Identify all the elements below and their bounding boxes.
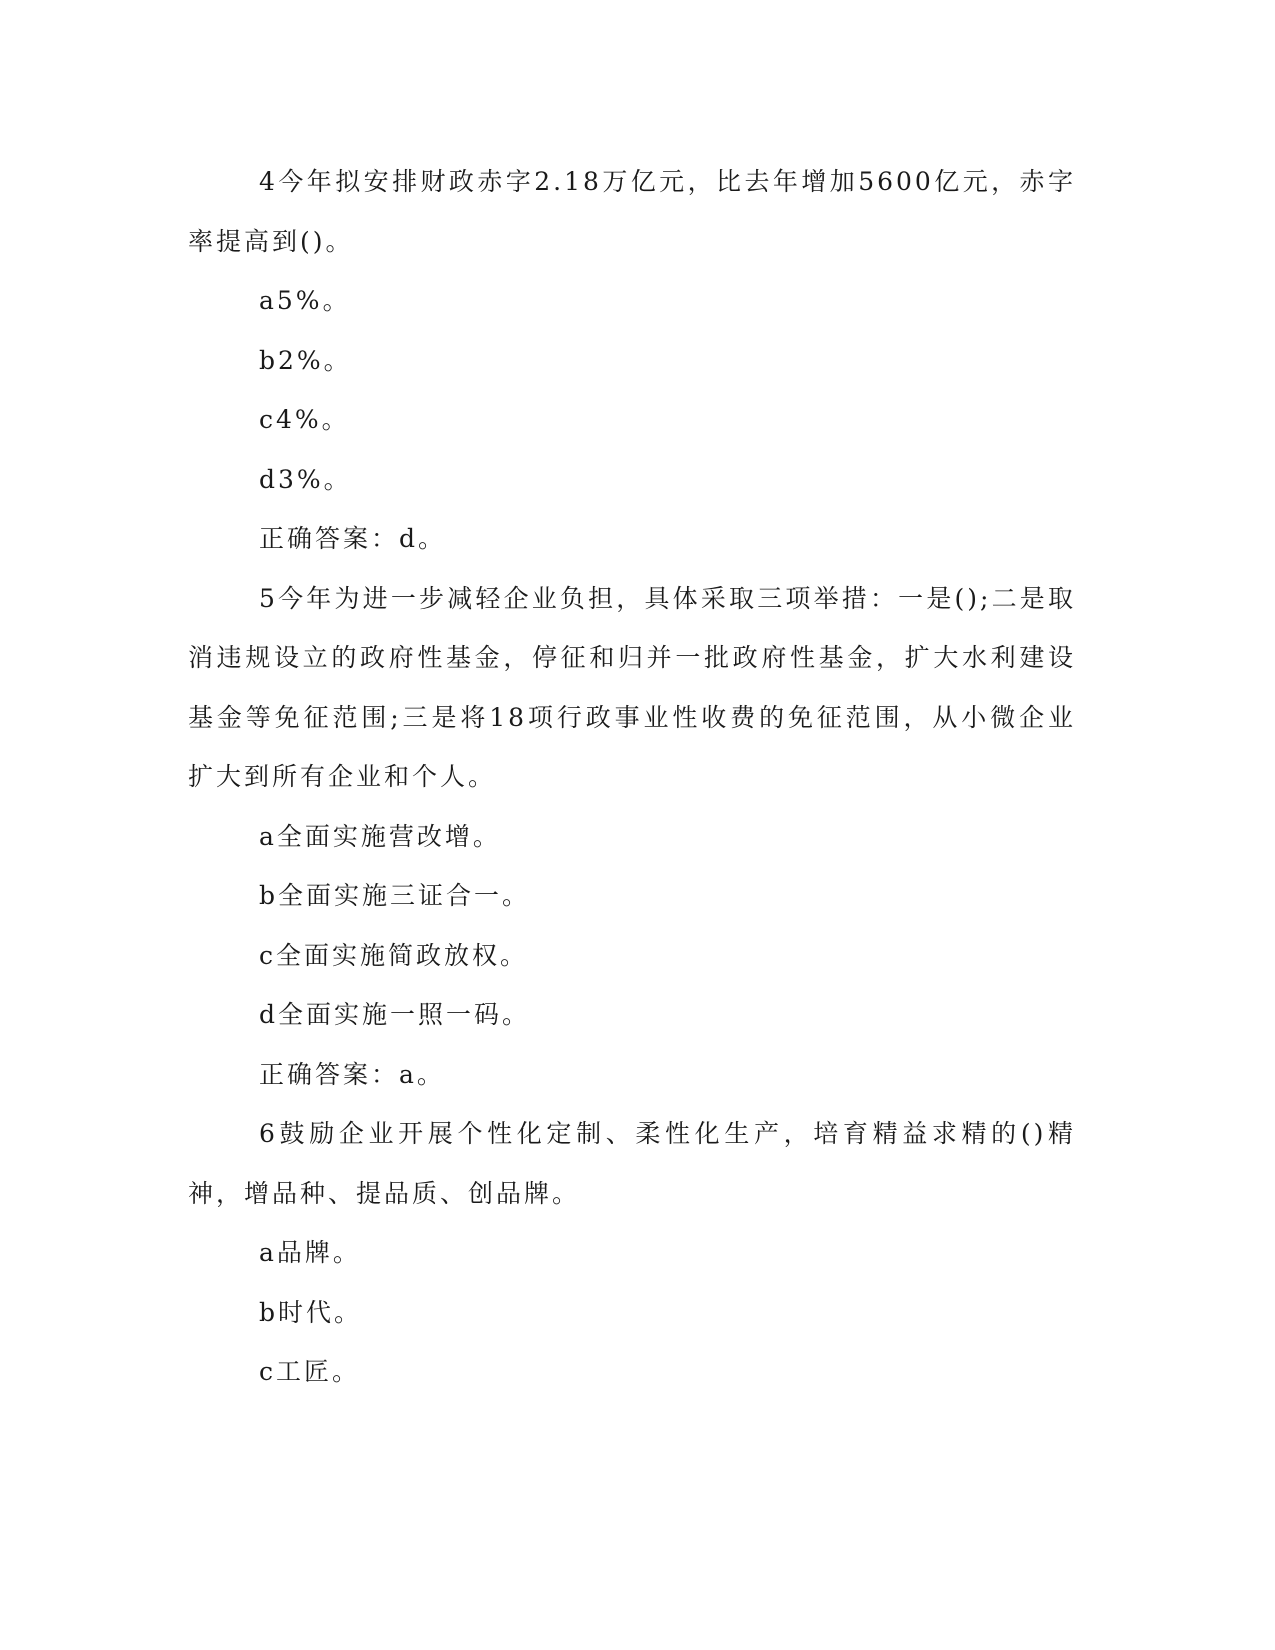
question-5-option-a: a全面实施营改增。 [259, 821, 501, 851]
question-6-option-a: a品牌。 [259, 1238, 361, 1267]
question-4-option-b: b2%。 [259, 345, 352, 375]
question-4-option-a: a5%。 [259, 286, 351, 315]
question-6-stem: 6鼓励企业开展个性化定制、柔性化生产，培育精益求精的()精神，增品种、提品质、创品牌。 [188, 1119, 1076, 1208]
question-4-answer: 正确答案：d。 [259, 524, 447, 553]
question-4-option-d: d3%。 [259, 464, 352, 494]
question-5-option-c: c全面实施简政放权。 [259, 940, 529, 970]
question-4-stem: 4今年拟安排财政赤字2.18万亿元，比去年增加5600亿元，赤字率提高到()。 [188, 167, 1076, 256]
question-5-option-b: b全面实施三证合一。 [259, 881, 531, 910]
question-5-option-d: d全面实施一照一码。 [259, 1000, 531, 1029]
question-4-option-c: c4%。 [259, 405, 350, 434]
question-6-option-c: c工匠。 [259, 1357, 361, 1386]
question-6-option-b: b时代。 [259, 1297, 363, 1327]
question-5-stem: 5今年为进一步减轻企业负担，具体采取三项举措：一是();二是取消违规设立的政府性基金，停征和归并一批政府性基金，扩大水利建设基金等免征范围;三是将18项行政事业性收费的免征范围，从小微企业扩大到所有企业和个人。 [188, 583, 1076, 791]
document-body [188, 152, 1076, 1402]
question-5-answer: 正确答案：a。 [259, 1059, 445, 1089]
